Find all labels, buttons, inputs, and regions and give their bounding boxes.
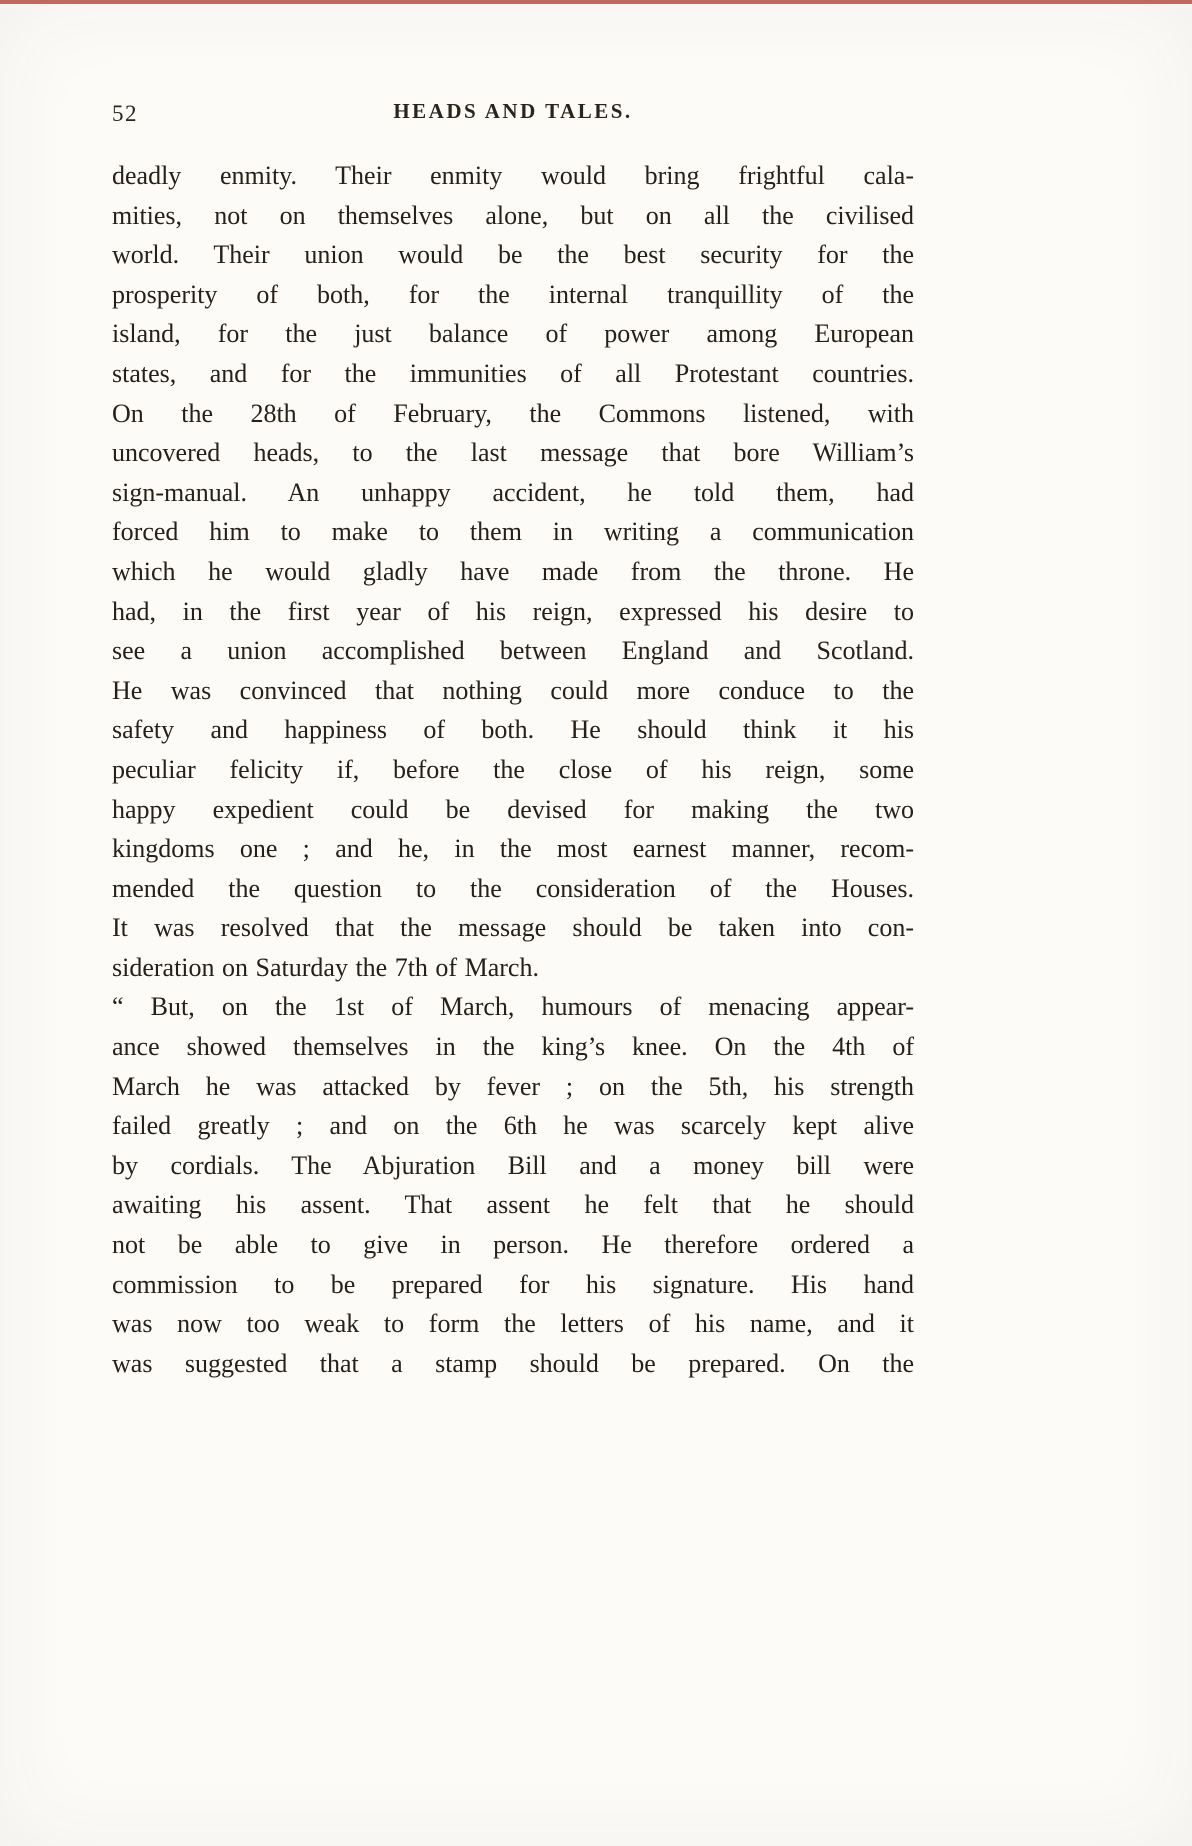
text-line: mities, not on themselves alone, but on all the civilised: [112, 200, 914, 230]
text-line: deadly enmity. Their enmity would bring frightful cala-: [112, 161, 914, 190]
text-line: prosperity of both, for the internal tranquillity of the: [112, 279, 914, 309]
text-line: states, and for the immunities of all Protestant countries.: [112, 358, 914, 388]
text-line: was now too weak to form the letters of his name, and it: [112, 1309, 914, 1339]
text-line: ance showed themselves in the king’s knee. On the 4th of: [112, 1032, 914, 1062]
text-line: world. Their union would be the best security for the: [112, 240, 914, 270]
text-line: He was convinced that nothing could more conduce to the: [112, 675, 914, 705]
text-line: awaiting his assent. That assent he felt that he should: [112, 1190, 914, 1220]
text-line: island, for the just balance of power among European: [112, 319, 914, 349]
page-number: 52: [112, 101, 138, 126]
running-head: [112, 99, 914, 129]
text-line: failed greatly ; and on the 6th he was scarcely kept alive: [112, 1111, 914, 1141]
text-line: March he was attacked by fever ; on the 5th, his strength: [112, 1071, 914, 1101]
text-line: by cordials. The Abjuration Bill and a money bill were: [112, 1150, 914, 1180]
text-line: uncovered heads, to the last message that bore William’s: [112, 438, 914, 468]
text-line: happy expedient could be devised for making the two: [112, 794, 914, 824]
text-line: It was resolved that the message should be taken into con-: [112, 913, 914, 943]
text-line: sideration on Saturday the 7th of March.: [112, 952, 539, 982]
body-text: [112, 156, 914, 1383]
text-line: not be able to give in person. He therefore ordered a: [112, 1230, 914, 1260]
text-line: On the 28th of February, the Commons listened, with: [112, 398, 914, 428]
scan-edge-artifact: [0, 0, 1192, 4]
text-line: peculiar felicity if, before the close of his reign, some: [112, 754, 914, 784]
text-line: had, in the first year of his reign, expressed his desire to: [112, 596, 914, 626]
text-line: mended the question to the consideration of the Houses.: [112, 873, 914, 903]
text-line: commission to be prepared for his signature. His hand: [112, 1269, 914, 1299]
text-line: forced him to make to them in writing a communication: [112, 517, 914, 547]
text-line: see a union accomplished between England and Scotland.: [112, 636, 914, 666]
text-line: sign-manual. An unhappy accident, he told them, had: [112, 477, 914, 507]
text-line: kingdoms one ; and he, in the most earnest manner, recom-: [112, 834, 914, 864]
running-title: HEADS AND TALES.: [393, 99, 633, 123]
text-line: safety and happiness of both. He should think it his: [112, 715, 914, 745]
text-line: “ But, on the 1st of March, humours of menacing appear-: [112, 992, 914, 1022]
text-line: which he would gladly have made from the throne. He: [112, 556, 914, 586]
text-line: was suggested that a stamp should be prepared. On the: [112, 1348, 914, 1378]
